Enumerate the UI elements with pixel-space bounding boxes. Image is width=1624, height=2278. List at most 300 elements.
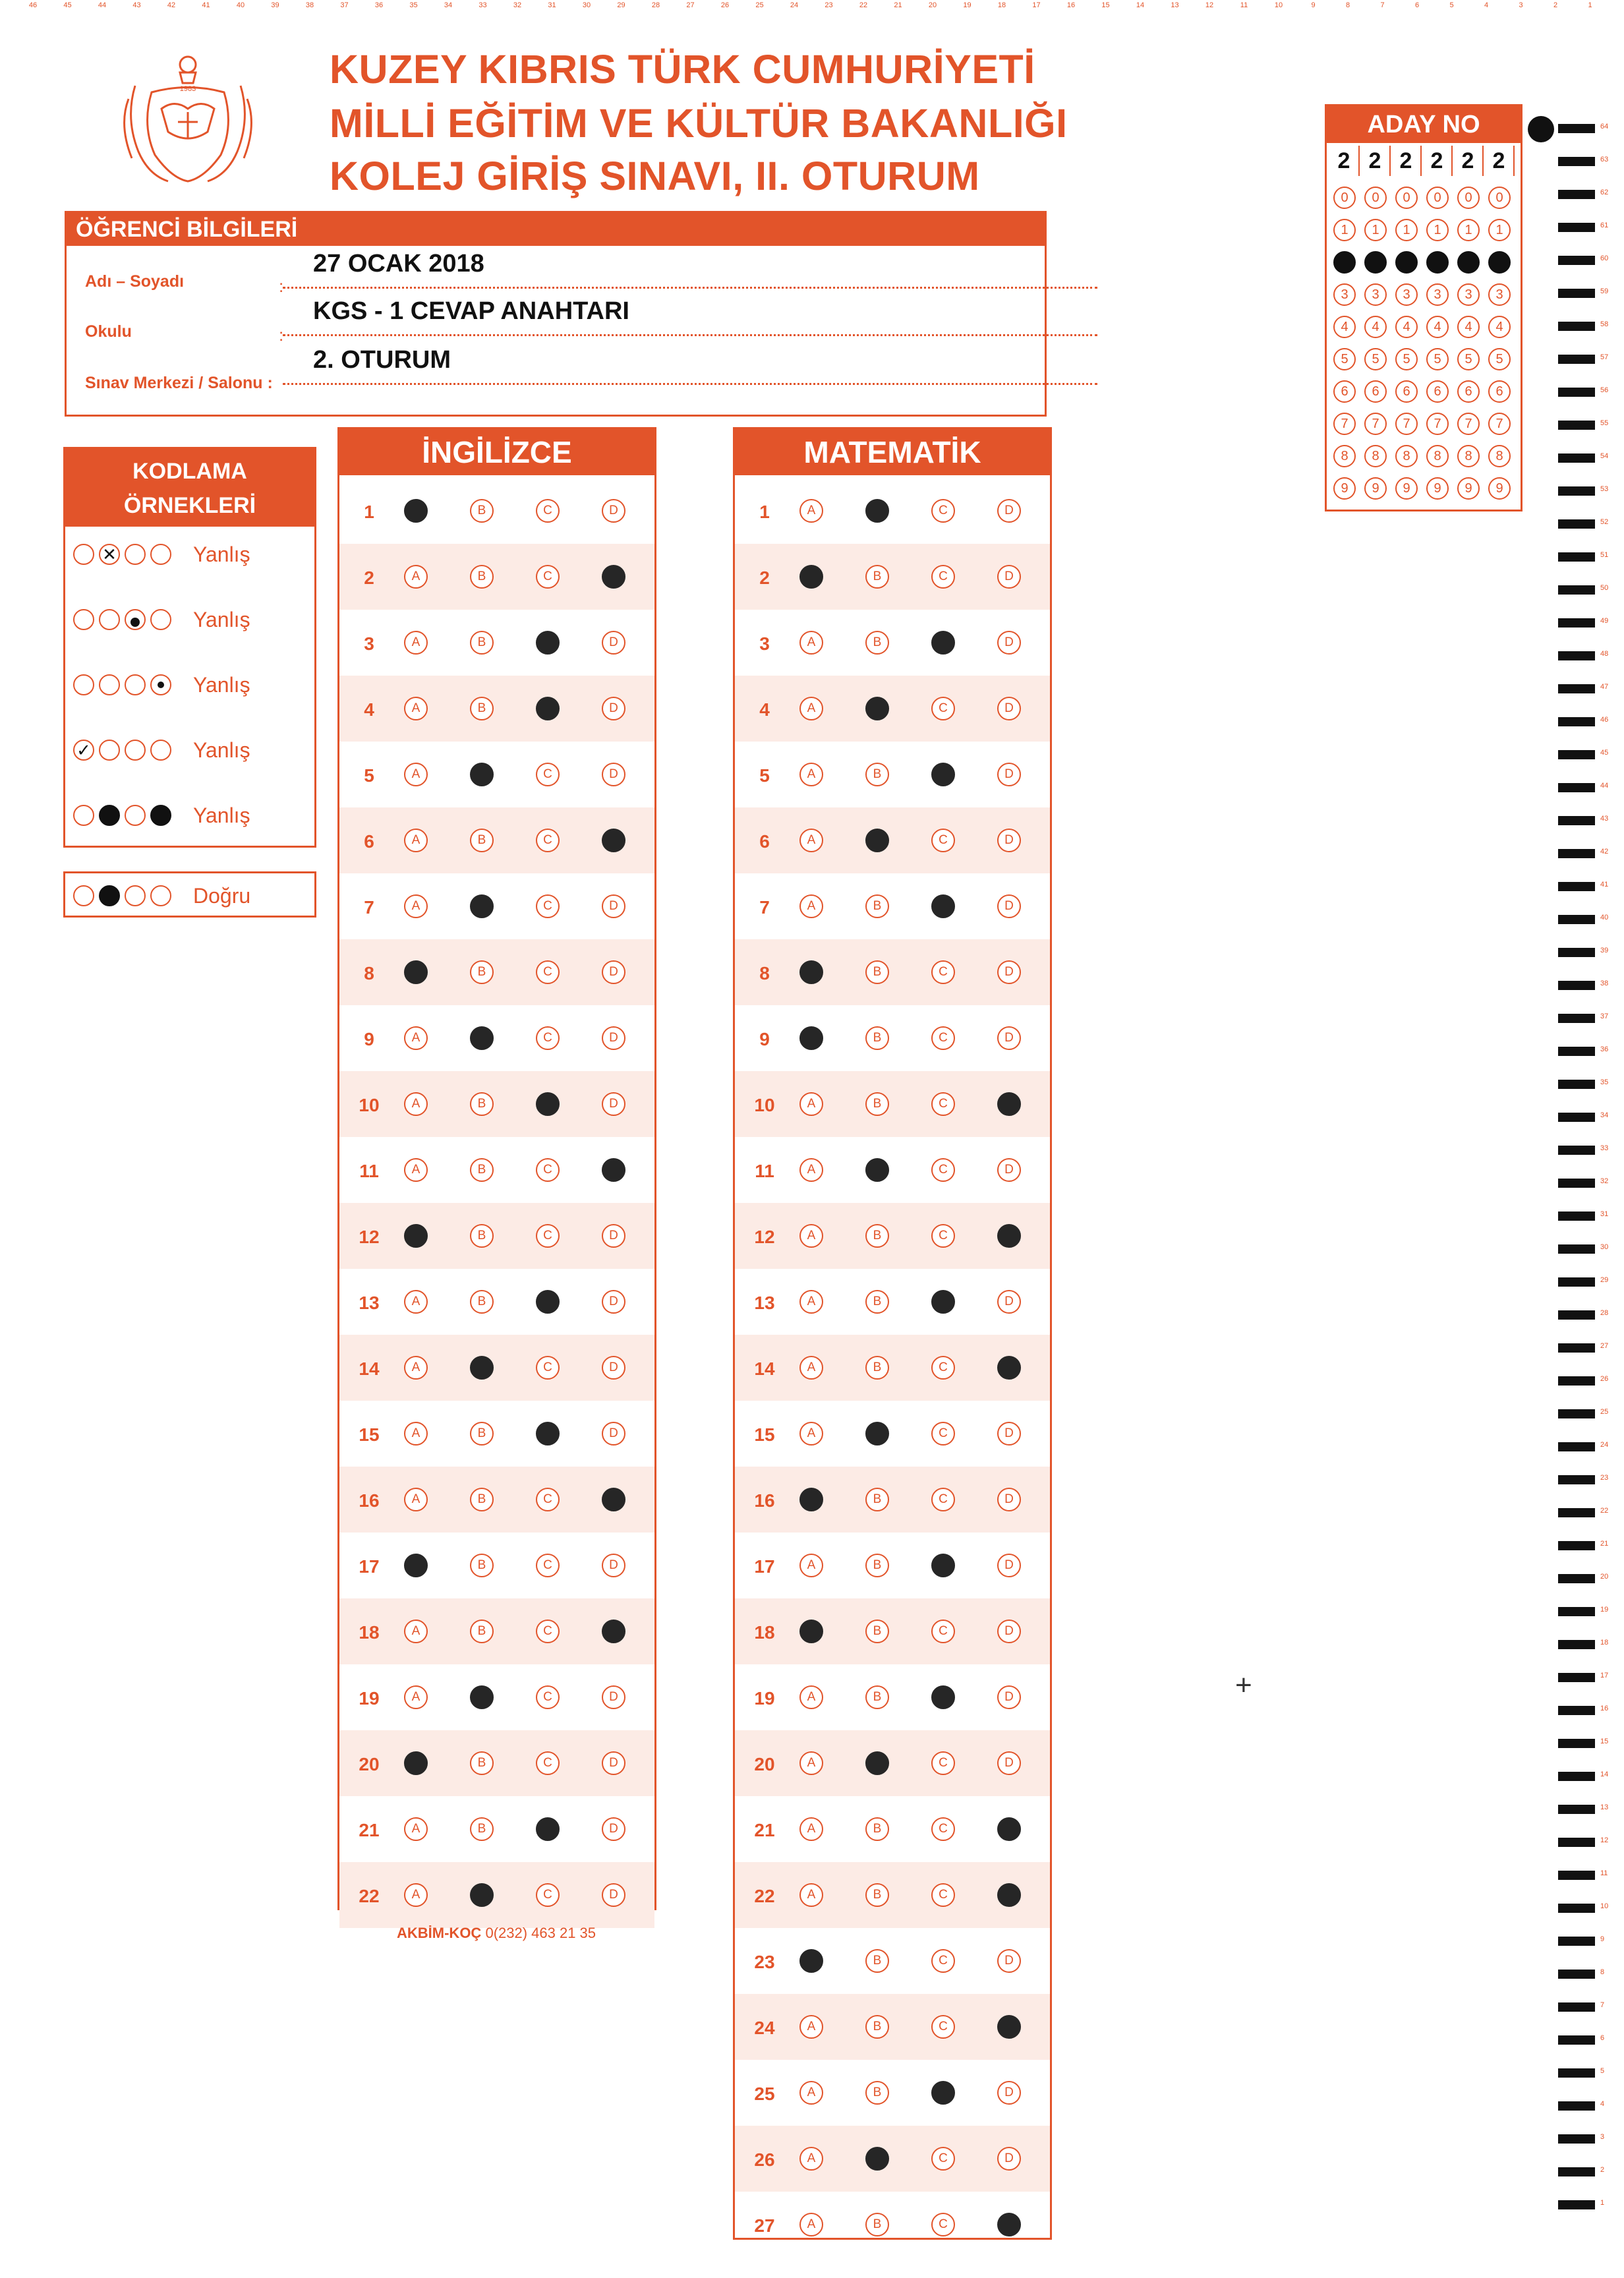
timing-mark-number: 57: [1600, 353, 1609, 361]
name-field[interactable]: 27 OCAK 2018: [313, 250, 484, 277]
ingilizce-option-c-bubble[interactable]: [536, 1092, 560, 1116]
ingilizce-option-a-bubble[interactable]: A: [404, 1158, 428, 1182]
candidate-number-bubble[interactable]: 5: [1395, 348, 1418, 370]
ingilizce-option-d-bubble[interactable]: D: [602, 631, 625, 655]
ingilizce-option-d-bubble[interactable]: D: [602, 1422, 625, 1446]
matematik-option-b-bubble[interactable]: B: [865, 1554, 889, 1577]
ingilizce-option-a-bubble[interactable]: [404, 1224, 428, 1248]
candidate-number-bubble[interactable]: 1: [1488, 219, 1511, 241]
matematik-option-d-bubble[interactable]: D: [997, 1026, 1021, 1050]
ingilizce-option-c-bubble[interactable]: C: [536, 1620, 560, 1643]
matematik-option-d-bubble[interactable]: D: [997, 1751, 1021, 1775]
ingilizce-option-c-bubble[interactable]: C: [536, 1883, 560, 1907]
matematik-option-b-bubble[interactable]: [865, 697, 889, 720]
candidate-number-bubble[interactable]: 7: [1395, 413, 1418, 435]
ingilizce-option-b-bubble[interactable]: [470, 763, 494, 786]
ingilizce-option-a-bubble[interactable]: A: [404, 763, 428, 786]
matematik-option-b-bubble[interactable]: B: [865, 894, 889, 918]
matematik-option-b-bubble[interactable]: B: [865, 763, 889, 786]
matematik-option-c-bubble[interactable]: [931, 763, 955, 786]
matematik-option-d-bubble[interactable]: D: [997, 960, 1021, 984]
matematik-option-c-bubble[interactable]: C: [931, 2015, 955, 2039]
candidate-number-bubble[interactable]: 9: [1457, 477, 1480, 500]
ingilizce-option-d-bubble[interactable]: [602, 829, 625, 852]
matematik-option-c-bubble[interactable]: C: [931, 1817, 955, 1841]
candidate-number-bubble[interactable]: 9: [1488, 477, 1511, 500]
ingilizce-option-d-bubble[interactable]: D: [602, 1685, 625, 1709]
candidate-digit[interactable]: 2: [1360, 146, 1391, 176]
candidate-number-bubble[interactable]: [1457, 251, 1480, 274]
ingilizce-question-row: [339, 1071, 654, 1137]
matematik-option-b-bubble[interactable]: B: [865, 1224, 889, 1248]
matematik-option-c-bubble[interactable]: C: [931, 1224, 955, 1248]
matematik-option-a-bubble[interactable]: A: [799, 2015, 823, 2039]
timing-mark: [1558, 816, 1595, 825]
matematik-option-c-bubble[interactable]: C: [931, 499, 955, 523]
ingilizce-option-d-bubble[interactable]: [602, 1488, 625, 1511]
candidate-number-bubble[interactable]: 9: [1364, 477, 1387, 500]
matematik-option-a-bubble[interactable]: A: [799, 697, 823, 720]
candidate-number-bubble[interactable]: [1364, 251, 1387, 274]
matematik-option-b-bubble[interactable]: B: [865, 565, 889, 589]
ingilizce-option-a-bubble[interactable]: A: [404, 1092, 428, 1116]
ingilizce-option-c-bubble[interactable]: C: [536, 763, 560, 786]
matematik-option-c-bubble[interactable]: C: [931, 697, 955, 720]
candidate-digit[interactable]: 2: [1484, 146, 1515, 176]
ingilizce-option-c-bubble[interactable]: C: [536, 894, 560, 918]
matematik-option-d-bubble[interactable]: D: [997, 697, 1021, 720]
candidate-number-bubble[interactable]: 9: [1395, 477, 1418, 500]
matematik-option-d-bubble[interactable]: [997, 1224, 1021, 1248]
ruler-tick: 44: [98, 1, 107, 9]
ingilizce-option-b-bubble[interactable]: B: [470, 1554, 494, 1577]
school-field[interactable]: KGS - 1 CEVAP ANAHTARI: [313, 297, 629, 325]
matematik-option-b-bubble[interactable]: B: [865, 1949, 889, 1973]
ingilizce-option-c-bubble[interactable]: C: [536, 1554, 560, 1577]
candidate-number-bubble[interactable]: [1333, 251, 1356, 274]
matematik-option-d-bubble[interactable]: D: [997, 1949, 1021, 1973]
ingilizce-option-a-bubble[interactable]: A: [404, 631, 428, 655]
matematik-option-d-bubble[interactable]: D: [997, 1158, 1021, 1182]
candidate-number-bubble[interactable]: 0: [1364, 187, 1387, 209]
candidate-digit[interactable]: 2: [1329, 146, 1360, 176]
matematik-option-c-bubble[interactable]: C: [931, 1620, 955, 1643]
candidate-number-bubble[interactable]: [1426, 251, 1449, 274]
matematik-option-c-bubble[interactable]: [931, 631, 955, 655]
candidate-number-bubble[interactable]: 3: [1457, 283, 1480, 306]
matematik-option-d-bubble[interactable]: [997, 1092, 1021, 1116]
timing-mark-number: 63: [1600, 156, 1609, 163]
matematik-option-a-bubble[interactable]: A: [799, 1290, 823, 1314]
ingilizce-option-d-bubble[interactable]: D: [602, 960, 625, 984]
ingilizce-option-d-bubble[interactable]: D: [602, 894, 625, 918]
question-number: 25: [754, 2084, 775, 2104]
ingilizce-option-d-bubble[interactable]: [602, 565, 625, 589]
candidate-number-bubble[interactable]: 3: [1488, 283, 1511, 306]
ruler-tick: 5: [1449, 1, 1454, 9]
matematik-option-b-bubble[interactable]: [865, 2147, 889, 2171]
matematik-option-b-bubble[interactable]: [865, 499, 889, 523]
ingilizce-option-c-bubble[interactable]: C: [536, 1158, 560, 1182]
ingilizce-option-b-bubble[interactable]: B: [470, 1224, 494, 1248]
ingilizce-option-a-bubble[interactable]: [404, 1554, 428, 1577]
matematik-option-a-bubble[interactable]: A: [799, 2147, 823, 2171]
candidate-number-bubble[interactable]: 6: [1457, 380, 1480, 403]
matematik-option-a-bubble[interactable]: A: [799, 1158, 823, 1182]
ingilizce-heading: İNGİLİZCE: [339, 429, 654, 475]
ingilizce-option-b-bubble[interactable]: B: [470, 1158, 494, 1182]
ingilizce-option-b-bubble[interactable]: [470, 1356, 494, 1380]
ingilizce-option-a-bubble[interactable]: A: [404, 1620, 428, 1643]
ruler-tick: 22: [859, 1, 868, 9]
matematik-option-b-bubble[interactable]: B: [865, 1883, 889, 1907]
candidate-number-bubble[interactable]: 5: [1426, 348, 1449, 370]
candidate-number-bubble[interactable]: 7: [1457, 413, 1480, 435]
timing-mark: [1558, 486, 1595, 496]
timing-mark: [1558, 355, 1595, 364]
ruler-tick: 34: [444, 1, 453, 9]
matematik-option-a-bubble[interactable]: A: [799, 1751, 823, 1775]
matematik-option-d-bubble[interactable]: D: [997, 894, 1021, 918]
matematik-question-row: [735, 1796, 1050, 1862]
matematik-option-b-bubble[interactable]: B: [865, 2081, 889, 2105]
matematik-option-c-bubble[interactable]: C: [931, 1158, 955, 1182]
ingilizce-option-c-bubble[interactable]: C: [536, 1751, 560, 1775]
candidate-number-bubble[interactable]: 7: [1488, 413, 1511, 435]
matematik-option-b-bubble[interactable]: [865, 829, 889, 852]
ingilizce-option-b-bubble[interactable]: [470, 1026, 494, 1050]
matematik-option-c-bubble[interactable]: C: [931, 829, 955, 852]
matematik-option-a-bubble[interactable]: [799, 1620, 823, 1643]
timing-mark: [1558, 1970, 1595, 1979]
matematik-option-d-bubble[interactable]: [997, 2213, 1021, 2236]
matematik-option-a-bubble[interactable]: A: [799, 2213, 823, 2236]
matematik-option-d-bubble[interactable]: D: [997, 2147, 1021, 2171]
candidate-number-bubble[interactable]: 8: [1488, 445, 1511, 467]
candidate-number-bubble[interactable]: 6: [1395, 380, 1418, 403]
ingilizce-option-d-bubble[interactable]: D: [602, 1356, 625, 1380]
matematik-option-a-bubble[interactable]: [799, 1949, 823, 1973]
ingilizce-option-b-bubble[interactable]: [470, 1883, 494, 1907]
exam-center-field[interactable]: 2. OTURUM: [313, 346, 451, 374]
matematik-option-a-bubble[interactable]: A: [799, 763, 823, 786]
matematik-option-b-bubble[interactable]: B: [865, 1026, 889, 1050]
ingilizce-option-b-bubble[interactable]: B: [470, 631, 494, 655]
matematik-option-c-bubble[interactable]: [931, 894, 955, 918]
matematik-option-d-bubble[interactable]: D: [997, 763, 1021, 786]
candidate-digit[interactable]: 2: [1453, 146, 1484, 176]
matematik-option-a-bubble[interactable]: A: [799, 1817, 823, 1841]
candidate-number-bubble[interactable]: 5: [1488, 348, 1511, 370]
ingilizce-option-b-bubble[interactable]: B: [470, 1751, 494, 1775]
ingilizce-option-b-bubble[interactable]: B: [470, 1092, 494, 1116]
candidate-number-bubble[interactable]: 3: [1426, 283, 1449, 306]
candidate-number-bubble[interactable]: 0: [1488, 187, 1511, 209]
ingilizce-option-d-bubble[interactable]: D: [602, 1290, 625, 1314]
timing-mark-number: 64: [1600, 123, 1609, 131]
ingilizce-option-a-bubble[interactable]: A: [404, 1026, 428, 1050]
candidate-number-bubble[interactable]: 1: [1395, 219, 1418, 241]
ingilizce-option-c-bubble[interactable]: C: [536, 829, 560, 852]
matematik-option-d-bubble[interactable]: D: [997, 1488, 1021, 1511]
matematik-option-b-bubble[interactable]: B: [865, 1488, 889, 1511]
candidate-number-bubble[interactable]: 4: [1333, 316, 1356, 338]
matematik-option-c-bubble[interactable]: C: [931, 1026, 955, 1050]
ingilizce-option-b-bubble[interactable]: B: [470, 829, 494, 852]
candidate-number-bubble[interactable]: 4: [1395, 316, 1418, 338]
matematik-option-d-bubble[interactable]: D: [997, 1685, 1021, 1709]
ingilizce-option-b-bubble[interactable]: [470, 894, 494, 918]
matematik-option-a-bubble[interactable]: A: [799, 499, 823, 523]
matematik-option-c-bubble[interactable]: C: [931, 2213, 955, 2236]
matematik-option-b-bubble[interactable]: [865, 1158, 889, 1182]
ingilizce-option-d-bubble[interactable]: D: [602, 1751, 625, 1775]
ingilizce-option-c-bubble[interactable]: C: [536, 1685, 560, 1709]
matematik-option-a-bubble[interactable]: A: [799, 894, 823, 918]
timing-mark-number: 24: [1600, 1441, 1609, 1449]
timing-mark-number: 34: [1600, 1111, 1609, 1119]
ingilizce-option-b-bubble[interactable]: B: [470, 499, 494, 523]
ingilizce-option-d-bubble[interactable]: D: [602, 697, 625, 720]
matematik-option-c-bubble[interactable]: [931, 2081, 955, 2105]
filled-bubble-example: [99, 885, 120, 906]
matematik-option-d-bubble[interactable]: D: [997, 1554, 1021, 1577]
candidate-number-bubble[interactable]: 9: [1426, 477, 1449, 500]
matematik-option-b-bubble[interactable]: B: [865, 2015, 889, 2039]
ingilizce-option-d-bubble[interactable]: [602, 1620, 625, 1643]
exam-center-line: [283, 383, 1097, 385]
ingilizce-option-a-bubble[interactable]: A: [404, 1817, 428, 1841]
candidate-number-bubble[interactable]: 4: [1488, 316, 1511, 338]
candidate-number-bubble[interactable]: 3: [1395, 283, 1418, 306]
matematik-option-d-bubble[interactable]: [997, 1817, 1021, 1841]
empty-bubble-example: [125, 885, 146, 906]
timing-mark-number: 31: [1600, 1210, 1609, 1218]
candidate-number-bubble[interactable]: 4: [1364, 316, 1387, 338]
matematik-option-c-bubble[interactable]: C: [931, 1422, 955, 1446]
candidate-number-bubble[interactable]: 1: [1457, 219, 1480, 241]
ingilizce-option-b-bubble[interactable]: B: [470, 1817, 494, 1841]
matematik-option-d-bubble[interactable]: D: [997, 631, 1021, 655]
matematik-option-d-bubble[interactable]: D: [997, 565, 1021, 589]
candidate-number-bubble[interactable]: 7: [1364, 413, 1387, 435]
question-number: 5: [759, 765, 770, 786]
matematik-option-b-bubble[interactable]: B: [865, 2213, 889, 2236]
example-bubble: [73, 609, 94, 630]
ingilizce-option-b-bubble[interactable]: B: [470, 960, 494, 984]
candidate-number-bubble[interactable]: 0: [1426, 187, 1449, 209]
matematik-option-a-bubble[interactable]: [799, 1026, 823, 1050]
ingilizce-option-d-bubble[interactable]: [602, 1158, 625, 1182]
candidate-number-bubble[interactable]: 1: [1333, 219, 1356, 241]
question-number: 21: [754, 1820, 775, 1840]
ingilizce-option-c-bubble[interactable]: [536, 1422, 560, 1446]
ingilizce-option-a-bubble[interactable]: [404, 960, 428, 984]
candidate-number-bubble[interactable]: 6: [1426, 380, 1449, 403]
ingilizce-option-b-bubble[interactable]: B: [470, 1422, 494, 1446]
matematik-option-d-bubble[interactable]: [997, 1356, 1021, 1380]
matematik-option-a-bubble[interactable]: A: [799, 2081, 823, 2105]
matematik-option-d-bubble[interactable]: D: [997, 499, 1021, 523]
ingilizce-option-b-bubble[interactable]: B: [470, 1488, 494, 1511]
matematik-option-a-bubble[interactable]: [799, 565, 823, 589]
ingilizce-option-b-bubble[interactable]: B: [470, 1620, 494, 1643]
matematik-option-c-bubble[interactable]: [931, 1685, 955, 1709]
matematik-question-row: [735, 2192, 1050, 2258]
matematik-option-b-bubble[interactable]: [865, 1751, 889, 1775]
ruler-tick: 13: [1171, 1, 1179, 9]
matematik-option-c-bubble[interactable]: C: [931, 1751, 955, 1775]
ingilizce-option-c-bubble[interactable]: [536, 697, 560, 720]
matematik-option-b-bubble[interactable]: [865, 1422, 889, 1446]
ingilizce-option-c-bubble[interactable]: [536, 1817, 560, 1841]
matematik-option-c-bubble[interactable]: C: [931, 1949, 955, 1973]
ingilizce-option-a-bubble[interactable]: A: [404, 565, 428, 589]
matematik-option-c-bubble[interactable]: C: [931, 960, 955, 984]
ingilizce-option-b-bubble[interactable]: B: [470, 565, 494, 589]
candidate-number-bubble[interactable]: 8: [1364, 445, 1387, 467]
ingilizce-option-b-bubble[interactable]: [470, 1685, 494, 1709]
matematik-option-a-bubble[interactable]: A: [799, 1554, 823, 1577]
ingilizce-option-c-bubble[interactable]: C: [536, 565, 560, 589]
matematik-option-a-bubble[interactable]: A: [799, 1685, 823, 1709]
matematik-option-a-bubble[interactable]: [799, 1488, 823, 1511]
candidate-number-bubble[interactable]: 4: [1457, 316, 1480, 338]
candidate-number-bubble[interactable]: 6: [1333, 380, 1356, 403]
ingilizce-option-c-bubble[interactable]: C: [536, 499, 560, 523]
matematik-option-b-bubble[interactable]: B: [865, 1685, 889, 1709]
ingilizce-option-a-bubble[interactable]: A: [404, 1356, 428, 1380]
candidate-number-bubble[interactable]: 0: [1333, 187, 1356, 209]
matematik-option-c-bubble[interactable]: C: [931, 1488, 955, 1511]
matematik-option-a-bubble[interactable]: A: [799, 1224, 823, 1248]
ingilizce-option-d-bubble[interactable]: D: [602, 1224, 625, 1248]
candidate-number-bubble[interactable]: 9: [1333, 477, 1356, 500]
candidate-number-bubble[interactable]: 5: [1364, 348, 1387, 370]
ingilizce-option-a-bubble[interactable]: A: [404, 1685, 428, 1709]
matematik-option-c-bubble[interactable]: C: [931, 1092, 955, 1116]
timing-mark: [1558, 1772, 1595, 1781]
ingilizce-option-d-bubble[interactable]: D: [602, 1883, 625, 1907]
matematik-option-b-bubble[interactable]: B: [865, 1620, 889, 1643]
candidate-number-bubble[interactable]: 4: [1426, 316, 1449, 338]
ruler-tick: 24: [790, 1, 799, 9]
matematik-option-d-bubble[interactable]: D: [997, 1620, 1021, 1643]
ingilizce-option-d-bubble[interactable]: D: [602, 1092, 625, 1116]
ingilizce-option-c-bubble[interactable]: [536, 1290, 560, 1314]
candidate-number-bubble[interactable]: [1395, 251, 1418, 274]
ingilizce-option-a-bubble[interactable]: A: [404, 697, 428, 720]
matematik-option-a-bubble[interactable]: A: [799, 1883, 823, 1907]
ingilizce-option-b-bubble[interactable]: B: [470, 697, 494, 720]
candidate-number-bubble[interactable]: [1488, 251, 1511, 274]
matematik-option-a-bubble[interactable]: A: [799, 1422, 823, 1446]
matematik-option-c-bubble[interactable]: C: [931, 565, 955, 589]
ingilizce-option-c-bubble[interactable]: C: [536, 960, 560, 984]
ingilizce-option-c-bubble[interactable]: C: [536, 1224, 560, 1248]
matematik-option-d-bubble[interactable]: D: [997, 2081, 1021, 2105]
matematik-option-d-bubble[interactable]: [997, 1883, 1021, 1907]
ingilizce-option-a-bubble[interactable]: [404, 1751, 428, 1775]
matematik-option-d-bubble[interactable]: [997, 2015, 1021, 2039]
ingilizce-option-d-bubble[interactable]: D: [602, 499, 625, 523]
candidate-digit[interactable]: 2: [1391, 146, 1422, 176]
matematik-option-c-bubble[interactable]: C: [931, 1356, 955, 1380]
matematik-option-b-bubble[interactable]: B: [865, 631, 889, 655]
matematik-option-a-bubble[interactable]: A: [799, 1092, 823, 1116]
candidate-number-bubble[interactable]: 1: [1364, 219, 1387, 241]
candidate-number-bubble[interactable]: 7: [1426, 413, 1449, 435]
ingilizce-panel: [337, 427, 656, 1910]
ingilizce-option-d-bubble[interactable]: D: [602, 1817, 625, 1841]
ingilizce-option-c-bubble[interactable]: C: [536, 1488, 560, 1511]
ingilizce-option-c-bubble[interactable]: [536, 631, 560, 655]
candidate-number-bubble[interactable]: 7: [1333, 413, 1356, 435]
matematik-option-c-bubble[interactable]: [931, 1290, 955, 1314]
candidate-number-bubble[interactable]: 0: [1457, 187, 1480, 209]
candidate-number-bubble[interactable]: 8: [1395, 445, 1418, 467]
matematik-option-b-bubble[interactable]: B: [865, 1356, 889, 1380]
matematik-option-a-bubble[interactable]: A: [799, 631, 823, 655]
ingilizce-option-a-bubble[interactable]: A: [404, 1290, 428, 1314]
timing-mark: [1558, 1113, 1595, 1122]
ingilizce-option-c-bubble[interactable]: C: [536, 1026, 560, 1050]
ingilizce-option-b-bubble[interactable]: B: [470, 1290, 494, 1314]
candidate-number-bubble[interactable]: 5: [1457, 348, 1480, 370]
wrong-label: Yanlış: [193, 738, 250, 762]
matematik-option-a-bubble[interactable]: A: [799, 829, 823, 852]
ingilizce-option-d-bubble[interactable]: D: [602, 1026, 625, 1050]
matematik-option-b-bubble[interactable]: B: [865, 1290, 889, 1314]
ingilizce-option-a-bubble[interactable]: A: [404, 894, 428, 918]
candidate-number-bubble[interactable]: 5: [1333, 348, 1356, 370]
ingilizce-option-a-bubble[interactable]: A: [404, 1488, 428, 1511]
ingilizce-option-c-bubble[interactable]: C: [536, 1356, 560, 1380]
example-bubble: ✕: [99, 544, 120, 565]
matematik-option-b-bubble[interactable]: B: [865, 1092, 889, 1116]
candidate-number-bubble[interactable]: 8: [1333, 445, 1356, 467]
candidate-number-bubble[interactable]: 6: [1488, 380, 1511, 403]
candidate-number-bubble[interactable]: 3: [1364, 283, 1387, 306]
matematik-option-c-bubble[interactable]: [931, 1554, 955, 1577]
matematik-option-a-bubble[interactable]: A: [799, 1356, 823, 1380]
matematik-option-c-bubble[interactable]: C: [931, 1883, 955, 1907]
candidate-number-bubble[interactable]: 3: [1333, 283, 1356, 306]
candidate-number-bubble[interactable]: 0: [1395, 187, 1418, 209]
matematik-option-d-bubble[interactable]: D: [997, 829, 1021, 852]
candidate-digit[interactable]: 2: [1422, 146, 1453, 176]
ingilizce-option-d-bubble[interactable]: D: [602, 1554, 625, 1577]
matematik-option-b-bubble[interactable]: B: [865, 960, 889, 984]
ingilizce-option-a-bubble[interactable]: [404, 499, 428, 523]
ingilizce-option-d-bubble[interactable]: D: [602, 763, 625, 786]
ingilizce-option-a-bubble[interactable]: A: [404, 1883, 428, 1907]
ruler-tick: 11: [1240, 1, 1248, 9]
ingilizce-option-a-bubble[interactable]: A: [404, 829, 428, 852]
matematik-option-c-bubble[interactable]: C: [931, 2147, 955, 2171]
candidate-number-bubble[interactable]: 8: [1426, 445, 1449, 467]
candidate-number-bubble[interactable]: 1: [1426, 219, 1449, 241]
timing-mark-number: 52: [1600, 518, 1609, 526]
matematik-option-d-bubble[interactable]: D: [997, 1422, 1021, 1446]
candidate-number-bubble[interactable]: 6: [1364, 380, 1387, 403]
matematik-option-b-bubble[interactable]: B: [865, 1817, 889, 1841]
matematik-option-d-bubble[interactable]: D: [997, 1290, 1021, 1314]
ingilizce-option-a-bubble[interactable]: A: [404, 1422, 428, 1446]
matematik-option-a-bubble[interactable]: [799, 960, 823, 984]
candidate-number-panel: [1325, 104, 1522, 511]
candidate-number-bubble[interactable]: 8: [1457, 445, 1480, 467]
